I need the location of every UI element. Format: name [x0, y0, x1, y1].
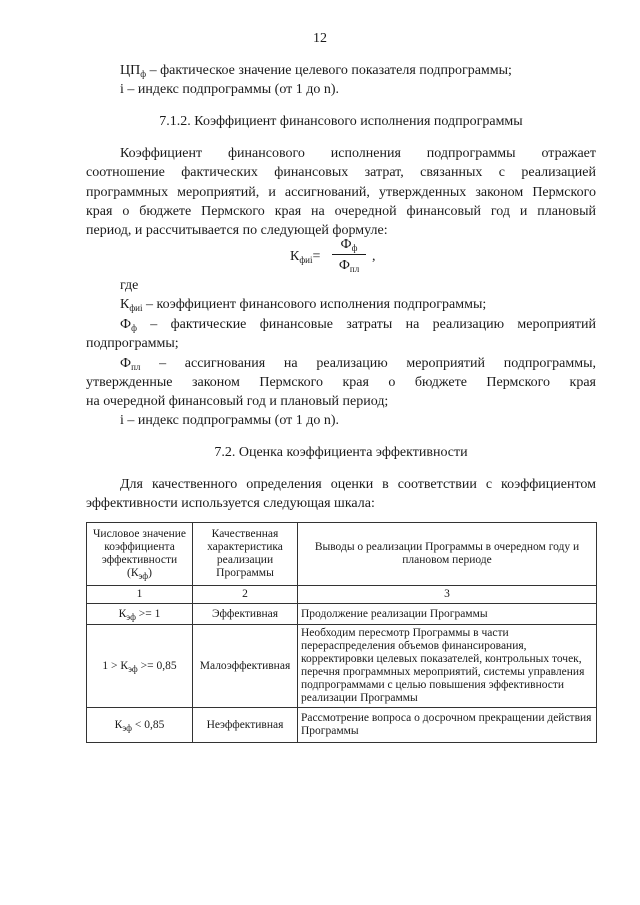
col-number-2: 2	[193, 586, 298, 604]
formula-num-sub: ф	[351, 243, 358, 253]
table-row	[87, 708, 597, 743]
formula-den-main: Ф	[338, 258, 350, 273]
row-1-value-sub: эф	[126, 611, 136, 622]
formula-den-sub: пл	[349, 264, 360, 274]
def-k-text: – коэффициент финансового исполнения подпрограммы;	[142, 297, 487, 312]
section-712-para-line-3: программных мероприятий, и ассигнований, утвержденных законом Пермского	[86, 185, 596, 200]
row-1-value	[87, 604, 193, 625]
formula-numerator	[332, 236, 366, 253]
section-72-para-line-2: эффективности используется следующая шкала:	[86, 496, 375, 511]
section-712-para-line-2: соотношение фактических финансовых затрат, связанных с реализацией	[86, 165, 596, 180]
def-k-symbol: К	[120, 297, 130, 312]
row-3-value-pre: К	[114, 718, 123, 731]
where-label: где	[120, 278, 139, 293]
row-2-conclusion: Необходим пересмотр Программы в части перераспределения объемов финансирования, корректировки целевых показателей, контрольных точек, перечня программных мероприятий, системы управления подпрограммами с целью повышения эффективности реализации Программы	[298, 625, 597, 708]
table-column-numbers-row	[87, 586, 597, 604]
def-fpl-symbol: Ф	[120, 356, 132, 371]
cp-definition: – фактическое значение целевого показателя подпрограммы;	[146, 63, 512, 78]
financial-execution-formula	[290, 236, 410, 274]
row-2-value-sub: эф	[128, 663, 138, 674]
header-coefficient-text: Числовое значение коэффициента эффективности (К	[92, 528, 187, 579]
def-ff-sub: ф	[131, 323, 137, 333]
formula-denominator	[332, 257, 366, 275]
row-2-value-pre: 1 > К	[102, 659, 129, 672]
formula-eq: =	[312, 249, 321, 264]
def-fpl-line-1	[120, 355, 596, 373]
section-712-para-line-5: период, и рассчитывается по следующей формуле:	[86, 223, 388, 238]
efficiency-scale-table	[86, 522, 597, 743]
def-fpl-sub: пл	[131, 362, 141, 372]
def-index-i: i – индекс подпрограммы (от 1 до n).	[120, 413, 340, 428]
formula-lhs	[290, 248, 320, 266]
row-2-value-post: >= 0,85	[137, 659, 177, 672]
row-2-quality: Малоэффективная	[193, 625, 298, 708]
section-712-para-line-4: края о бюджете Пермского края на очередной финансовый год и плановый	[86, 204, 596, 219]
def-k-sub: фиi	[129, 303, 143, 313]
table-row	[87, 625, 597, 708]
def-fpl-line-2: утвержденные законом Пермского края о бюджете Пермского края	[86, 375, 596, 390]
def-ff-symbol: Ф	[120, 317, 132, 332]
formula-k-sub: фиi	[299, 255, 313, 265]
formula-num-main: Ф	[340, 237, 352, 252]
def-ff-line-2: подпрограммы;	[86, 336, 179, 351]
table-row	[87, 604, 597, 625]
cp-symbol: ЦП	[120, 63, 141, 78]
row-1-value-pre: К	[118, 607, 127, 620]
def-fpl-line-3: на очередной финансовый год и плановый период;	[86, 394, 389, 409]
def-k-fi	[120, 296, 630, 314]
row-3-value	[87, 708, 193, 743]
col-number-1: 1	[87, 586, 193, 604]
section-72-para-line-1: Для качественного определения оценки в соответствии с коэффициентом	[120, 477, 596, 492]
header-quality: Качественная характеристика реализации Программы	[193, 523, 298, 586]
intro-line-index: i – индекс подпрограммы (от 1 до n).	[120, 82, 340, 97]
def-ff-text: – фактические финансовые затраты на реализацию мероприятий	[136, 317, 596, 332]
def-ff-line-1	[120, 316, 596, 334]
row-3-quality: Неэффективная	[193, 708, 298, 743]
fraction-bar	[332, 254, 366, 255]
header-coefficient-close: )	[148, 567, 152, 579]
formula-fraction	[332, 236, 366, 275]
table-header-row	[87, 523, 597, 586]
formula-comma: ,	[372, 249, 376, 264]
def-fpl-text: – ассигнования на реализацию мероприятий подпрограммы,	[140, 356, 596, 371]
formula-k: К	[290, 249, 300, 264]
header-coefficient-sub: эф	[138, 571, 149, 581]
section-712-heading: 7.1.2. Коэффициент финансового исполнения подпрограммы	[159, 114, 523, 129]
intro-line-cp	[120, 62, 630, 80]
row-2-value	[87, 625, 193, 708]
row-3-value-post: < 0,85	[131, 718, 165, 731]
section-72-heading: 7.2. Оценка коэффициента эффективности	[214, 445, 468, 460]
row-1-quality: Эффективная	[193, 604, 298, 625]
col-number-3: 3	[298, 586, 597, 604]
row-1-conclusion: Продолжение реализации Программы	[298, 604, 597, 625]
page-number: 12	[313, 31, 327, 46]
cp-subscript: ф	[140, 69, 147, 79]
row-3-conclusion: Рассмотрение вопроса о досрочном прекращении действия Программы	[298, 708, 597, 743]
section-712-para-line-1: Коэффициент финансового исполнения подпрограммы отражает	[120, 146, 596, 161]
header-conclusions: Выводы о реализации Программы в очередном году и плановом периоде	[298, 523, 597, 586]
row-3-value-sub: эф	[122, 722, 132, 733]
row-1-value-post: >= 1	[135, 607, 161, 620]
header-coefficient-value	[87, 523, 193, 586]
